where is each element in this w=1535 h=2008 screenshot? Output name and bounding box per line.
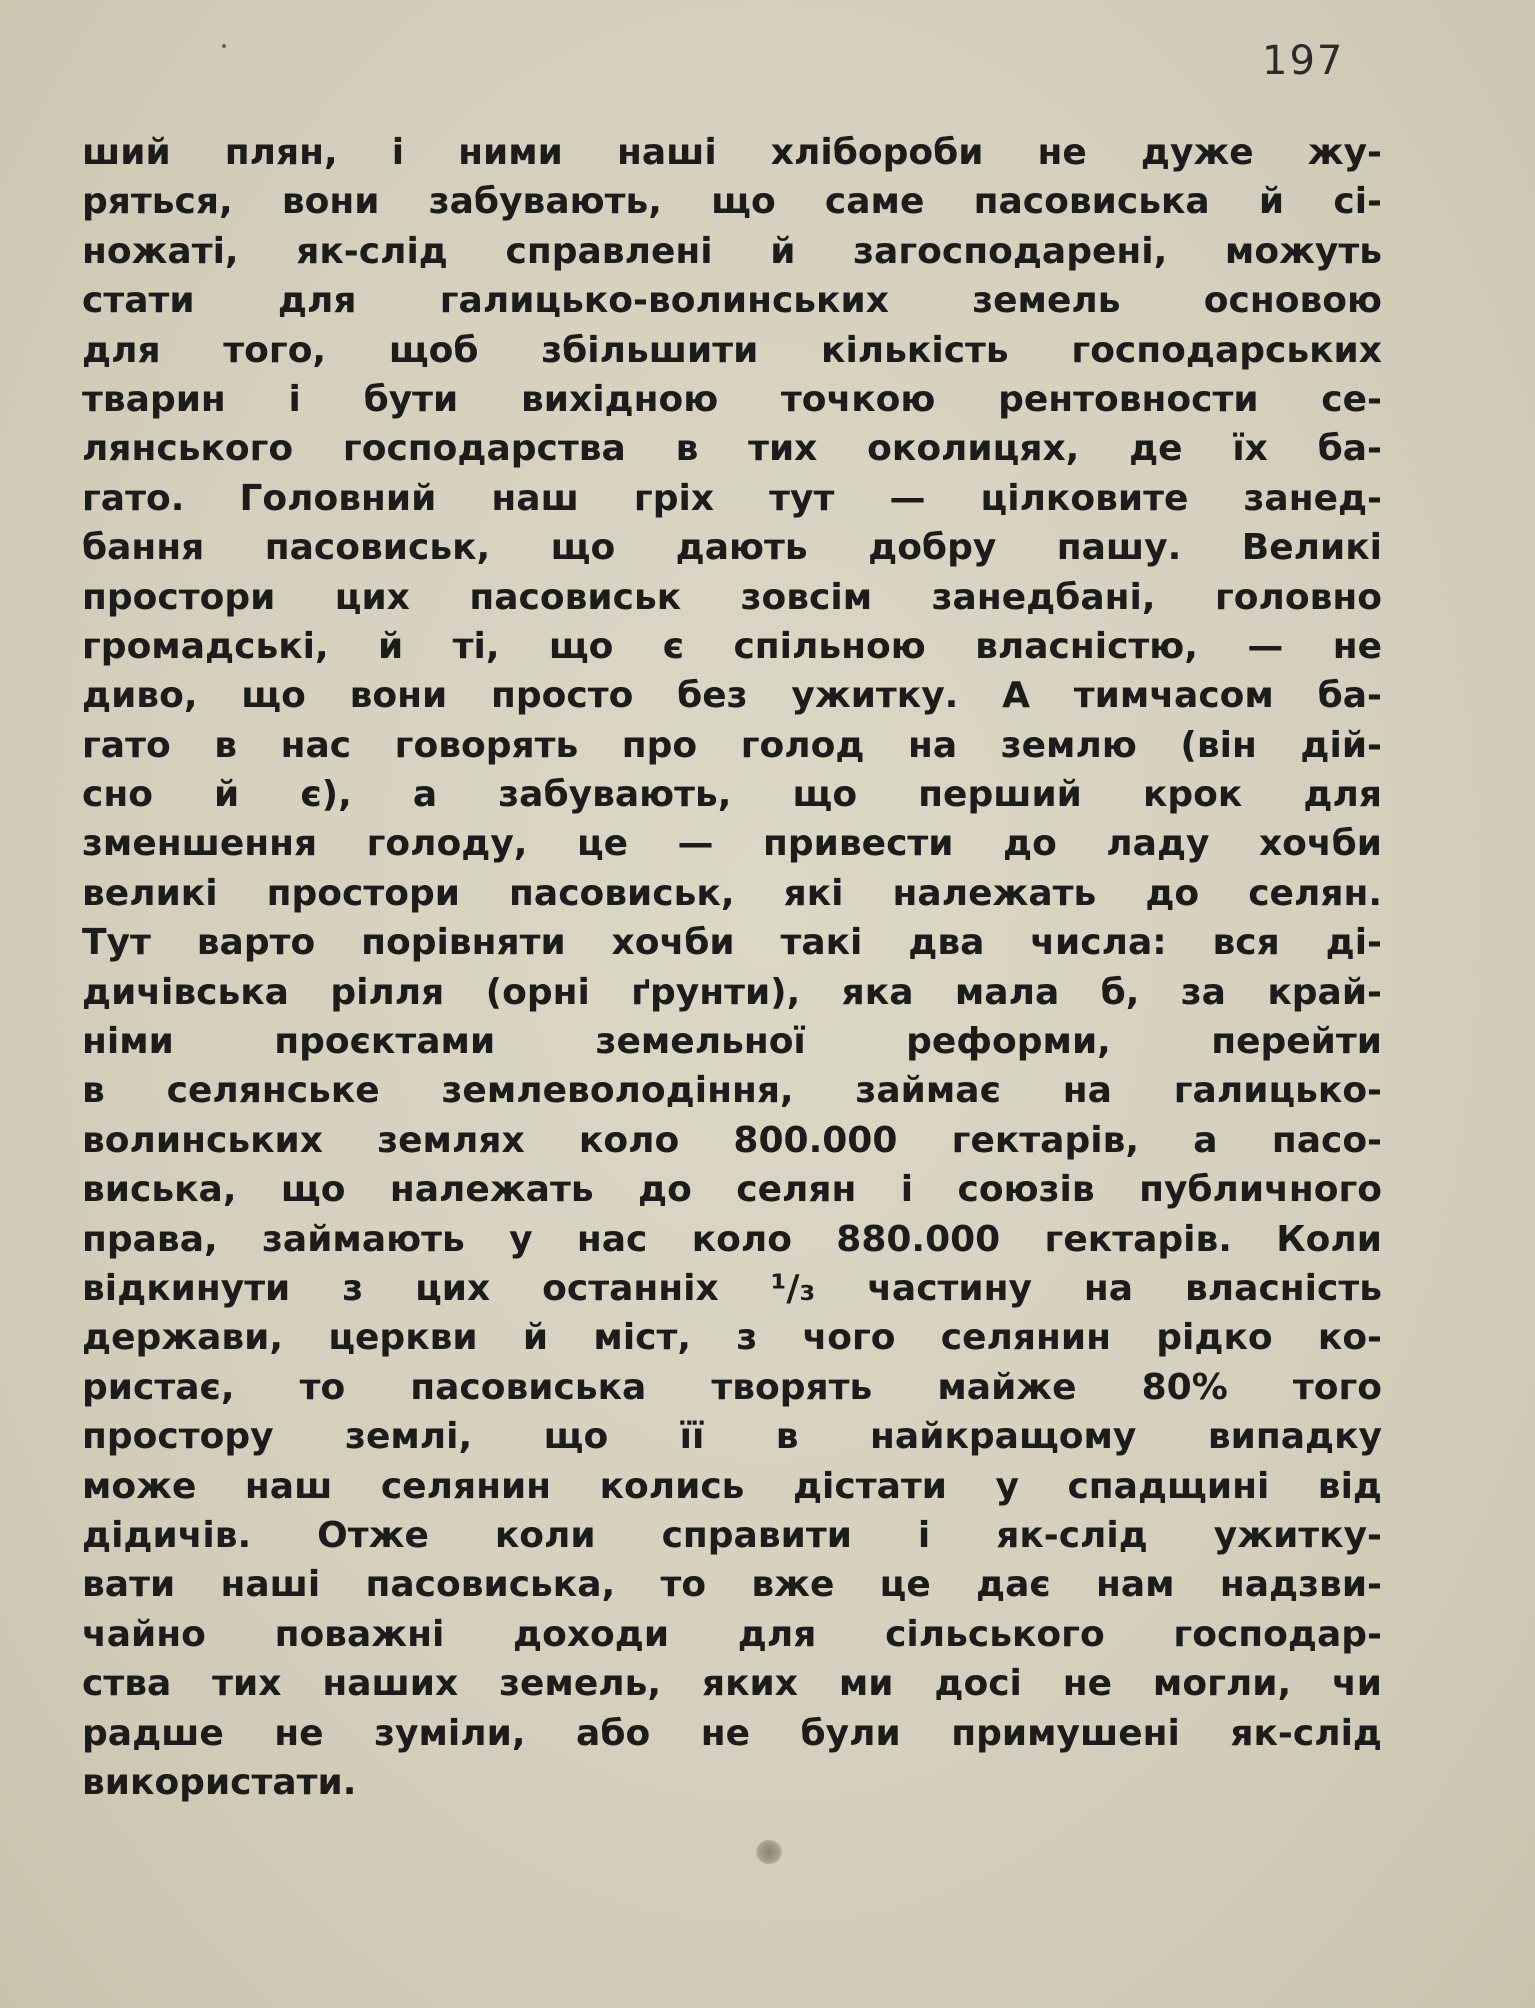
text-line: ший плян, і ними наші хлібороби не дуже жу-: [82, 132, 1382, 173]
print-speck: [222, 44, 226, 48]
text-line: зменшення голоду, це — привести до ладу хочби: [82, 823, 1382, 865]
text-line: волинських землях коло 800.000 гектарів, а пасо-: [82, 1119, 1382, 1161]
paper-stain: [756, 1840, 782, 1864]
text-line: ристає, то пасовиська творять майже 80% того: [82, 1366, 1382, 1408]
text-line: простори цих пасовиськ зовсім занедбані, головно: [82, 576, 1382, 618]
text-line: права, займають у нас коло 880.000 гектарів. Коли: [82, 1218, 1382, 1260]
text-line: простору землі, що її в найкращому випадку: [82, 1416, 1382, 1458]
text-line: диво, що вони просто без ужитку. А тимчасом ба-: [82, 675, 1382, 717]
text-line: вати наші пасовиська, то вже це дає нам надзви-: [82, 1564, 1382, 1606]
text-line: радше не зуміли, або не були примушені як-слід: [82, 1712, 1382, 1754]
text-line: ства тих наших земель, яких ми досі не могли, чи: [82, 1663, 1382, 1705]
text-line: гато. Головний наш гріх тут — цілковите занед-: [82, 477, 1382, 519]
text-line: бання пасовиськ, що дають добру пашу. Великі: [82, 527, 1382, 569]
text-line: громадські, й ті, що є спільною власністю, — не: [82, 625, 1382, 667]
text-line: сно й є), а забувають, що перший крок для: [82, 774, 1382, 816]
text-line: гато в нас говорять про голод на землю (він дій-: [82, 724, 1382, 766]
body-text: [82, 128, 1382, 1807]
text-line: лянського господарства в тих околицях, де їх ба-: [82, 428, 1382, 470]
text-line: може наш селянин колись дістати у спадщині від: [82, 1465, 1382, 1507]
text-line: німи проєктами земельної реформи, перейти: [82, 1021, 1382, 1063]
text-line: чайно поважні доходи для сільського господар-: [82, 1613, 1382, 1655]
text-line: дідичів. Отже коли справити і як-слід ужитку-: [82, 1514, 1382, 1556]
text-line: держави, церкви й міст, з чого селянин рідко ко-: [82, 1317, 1382, 1359]
text-line: в селянське землеволодіння, займає на галицько-: [82, 1070, 1382, 1112]
text-line: дичівська рілля (орні ґрунти), яка мала б, за край-: [82, 971, 1382, 1013]
text-line: використати.: [82, 1761, 357, 1803]
text-line: відкинути з цих останніх ¹/₃ частину на власність: [82, 1267, 1382, 1309]
text-line: виська, що належать до селян і союзів публичного: [82, 1169, 1382, 1211]
text-line: стати для галицько-волинських земель основою: [82, 280, 1382, 322]
text-line: ножаті, як-слід справлені й загосподарені, можуть: [82, 230, 1382, 272]
text-line: Тут варто порівняти хочби такі два числа: вся ді-: [82, 922, 1382, 964]
text-line: великі простори пасовиськ, які належать до селян.: [82, 872, 1382, 914]
text-line: тварин і бути вихідною точкою рентовности се-: [82, 378, 1382, 420]
text-line: для того, щоб збільшити кількість господарських: [82, 329, 1382, 371]
page-number: 197: [1262, 38, 1345, 84]
text-line: ряться, вони забувають, що саме пасовиська й сі-: [82, 181, 1382, 223]
